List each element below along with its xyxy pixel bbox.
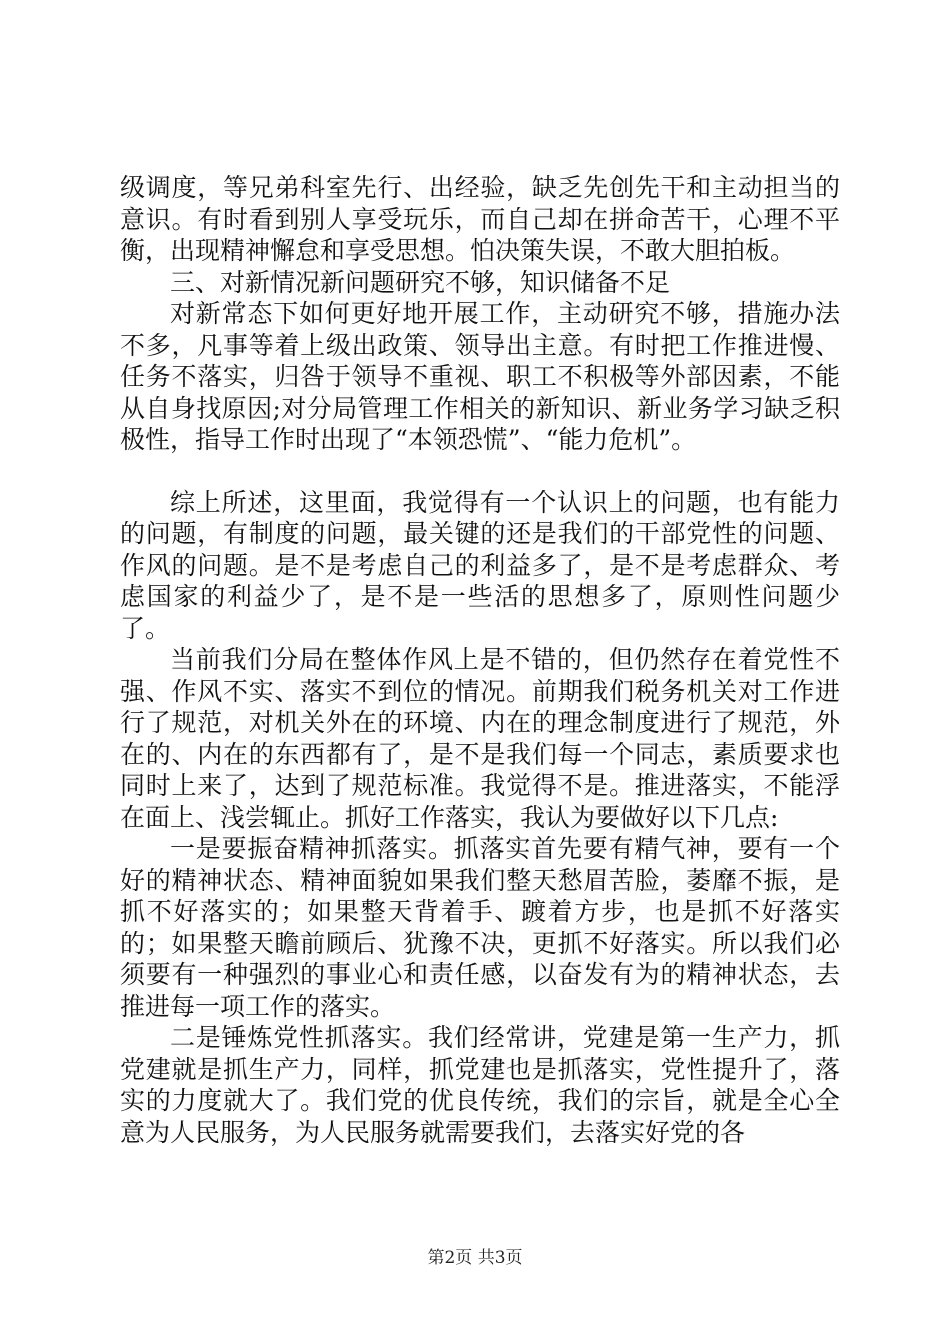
paragraph: 综上所述，这里面，我觉得有一个认识上的问题，也有能力的问题，有制度的问题，最关键的还是我们的干部党性的问题、作风的问题。是不是考虑自己的利益多了，是不是考虑群众、考虑国家的利益少了，是不是一些活的思想多了，原则性问题少了。 (120, 487, 840, 643)
paragraph-continued: 级调度，等兄弟科室先行、出经验，缺乏先创先干和主动担当的意识。有时看到别人享受玩乐，而自己却在拼命苦干，心理不平衡，出现精神懈怠和享受思想。怕决策失误，不敢大胆拍板。 (120, 173, 840, 265)
document-body (120, 172, 840, 1148)
paragraph: 对新常态下如何更好地开展工作，主动研究不够，措施办法不多，凡事等着上级出政策、领导出主意。有时把工作推进慢、任务不落实，归咎于领导不重视、职工不积极等外部因素，不能从自身找原因;对分局管理工作相关的新知识、新业务学习缺乏积极性，指导工作时出现了“本领恐慌”、“能力危机”。 (120, 299, 840, 454)
paragraph: 二是锤炼党性抓落实。我们经常讲，党建是第一生产力，抓党建就是抓生产力，同样，抓党建也是抓落实，党性提升了，落实的力度就大了。我们党的优良传统，我们的宗旨，就是全心全意为人民服务，为人民服务就需要我们，去落实好党的各 (120, 1023, 840, 1147)
paragraph: 当前我们分局在整体作风上是不错的，但仍然存在着党性不强、作风不实、落实不到位的情况。前期我们税务机关对工作进行了规范，对机关外在的环境、内在的理念制度进行了规范，外在的、内在的东西都有了，是不是我们每一个同志，素质要求也同时上来了，达到了规范标准。我觉得不是。推进落实，不能浮在面上、浅尝辄止。抓好工作落实，我认为要做好以下几点: (120, 645, 840, 832)
paragraph: 一是要振奋精神抓落实。抓落实首先要有精气神，要有一个好的精神状态、精神面貌如果我们整天愁眉苦脸，萎靡不振，是抓不好落实的；如果整天背着手、踱着方步，也是抓不好落实的；如果整天瞻前顾后、犹豫不决，更抓不好落实。所以我们必须要有一种强烈的事业心和责任感，以奋发有为的精神状态，去推进每一项工作的落实。 (120, 834, 840, 1021)
paragraph-gap (120, 456, 840, 487)
page-footer: 第2页 共3页 (427, 1248, 523, 1268)
section-heading: 三、对新情况新问题研究不够，知识储备不足 (170, 267, 671, 297)
